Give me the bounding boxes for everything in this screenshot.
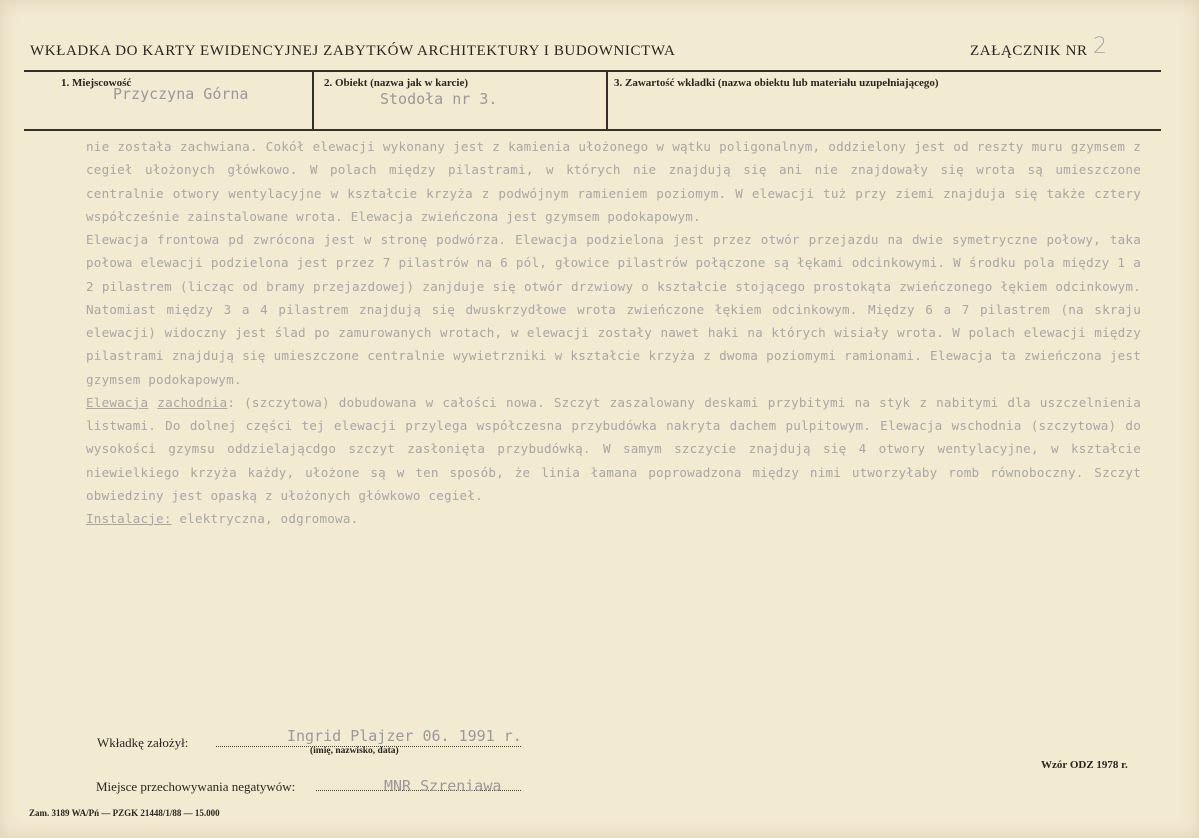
installations-label: Instalacje: xyxy=(86,511,172,526)
object-label: 2. Obiekt (nazwa jak w karcie) xyxy=(324,77,469,89)
content-label: 3. Zawartość wkładki (nazwa obiektu lub materiału uzupełniającego) xyxy=(614,77,939,89)
paragraph-1: nie została zachwiana. Cokół elewacji wykonany jest z kamienia ułożonego w wątku poligonalnym, oddzielony jest od reszty muru gzymsem z cegieł ułożonych główkowo. W polach między pilastrami, w których nie znajdują się ani nie znajdowały się wrota są umieszczone centralnie otwory wentylacyjne w kształcie krzyża z podwójnym ramieniem poziomym. W elewacji tuż przy ziemi znajduja się także cztery współcześnie zainstalowane wrota. Elewacja zwieńczona jest gzymsem podokapowym. xyxy=(86,139,1141,224)
author-label: Wkładkę założył: xyxy=(97,735,189,750)
object-value: Stodoła nr 3. xyxy=(380,90,498,108)
field-divider-2 xyxy=(606,71,608,130)
header-rule-bottom xyxy=(24,129,1161,131)
negatives-label: Miejsce przechowywania negatywów: xyxy=(96,779,296,794)
form-model: Wzór ODZ 1978 r. xyxy=(1041,759,1128,771)
form-title: WKŁADKA DO KARTY EWIDENCYJNEJ ZABYTKÓW ARCHITEKTURY I BUDOWNICTWA xyxy=(30,43,676,59)
header-rule-top xyxy=(24,70,1161,72)
description-text xyxy=(86,135,1141,530)
paragraph-4 xyxy=(86,507,1141,530)
locality-label: 1. Miejscowość xyxy=(61,77,132,89)
west-elevation-label-b: zachodnia xyxy=(157,394,228,410)
west-elevation-label-a: Elewacja xyxy=(86,394,149,410)
paragraph-3-text: : (szczytowa) dobudowana w całości nowa. Szczyt zaszalowany deskami przybitymi na styk z nabitymi dla uszczelnienia listwami. Do dolnej części tej elewacji przylega współczesna przybudówka nakryta dachem pulpitowym. Elewacja wschodnia (szczytowa) do wysokości gzymsu oddzielającdgo szczyt zasłonięta przybudówką. W samym szczycie znajdują się 4 otwory wentylacyjne, w kształcie niewielkiego krzyża każdy, ułożone są w ten sposób, że linia łamana poprowadzona między nimi utworzyłaby romb równoboczny. Szczyt obwiedziny jest opaską z ułożonych główkowo cegieł. xyxy=(86,394,1141,503)
author-value: Ingrid Plajzer 06. 1991 r. xyxy=(287,727,522,745)
field-divider-1 xyxy=(312,71,314,130)
paragraph-2: Elewacja frontowa pd zwrócona jest w stronę podwórza. Elewacja podzielona jest przez otwór przejazdu na dwie symetryczne połowy, taka połowa elewacji podzielona jest przez 7 pilastrów na 6 pól, głowice pilastrów połączone są łękami odcinkowymi. W środku pola między 1 a 2 pilastrem (licząc od bramy przejazdowej) zanjduje się otwór drzwiowy o kształcie stojącego prostokąta zwieńczonego łękiem odcinkowym. Natomiast między 3 a 4 pilastrem znajdują się dwuskrzydłowe wrota zwieńczone łękiem odcinkowym. Między 6 a 7 pilastrem (na skraju elewacji) widoczny jest ślad po zamurowanych wrotach, w elewacji zostały nawet haki na których wisiały wrota. W polach elewacji między pilastrami znajdują się umieszczone centralnie wywietrzniki w kształcie krzyża z dwoma poziomymi ramionami. Elewacja ta zwieńczona jest gzymsem podokapowym. xyxy=(86,232,1141,387)
annex-label: ZAŁĄCZNIK NR xyxy=(970,43,1088,59)
author-hint: (imię, nazwisko, data) xyxy=(310,746,399,756)
annex-number: 2 xyxy=(1093,34,1107,59)
printer-note: Zam. 3189 WA/Pń — PZGK 21448/1/88 — 15.000 xyxy=(29,808,220,818)
locality-value: Przyczyna Górna xyxy=(113,85,249,103)
installations-text: elektryczna, odgromowa. xyxy=(171,511,359,526)
paragraph-3 xyxy=(86,391,1141,507)
negatives-value: MNR Szreniawa xyxy=(384,777,502,795)
